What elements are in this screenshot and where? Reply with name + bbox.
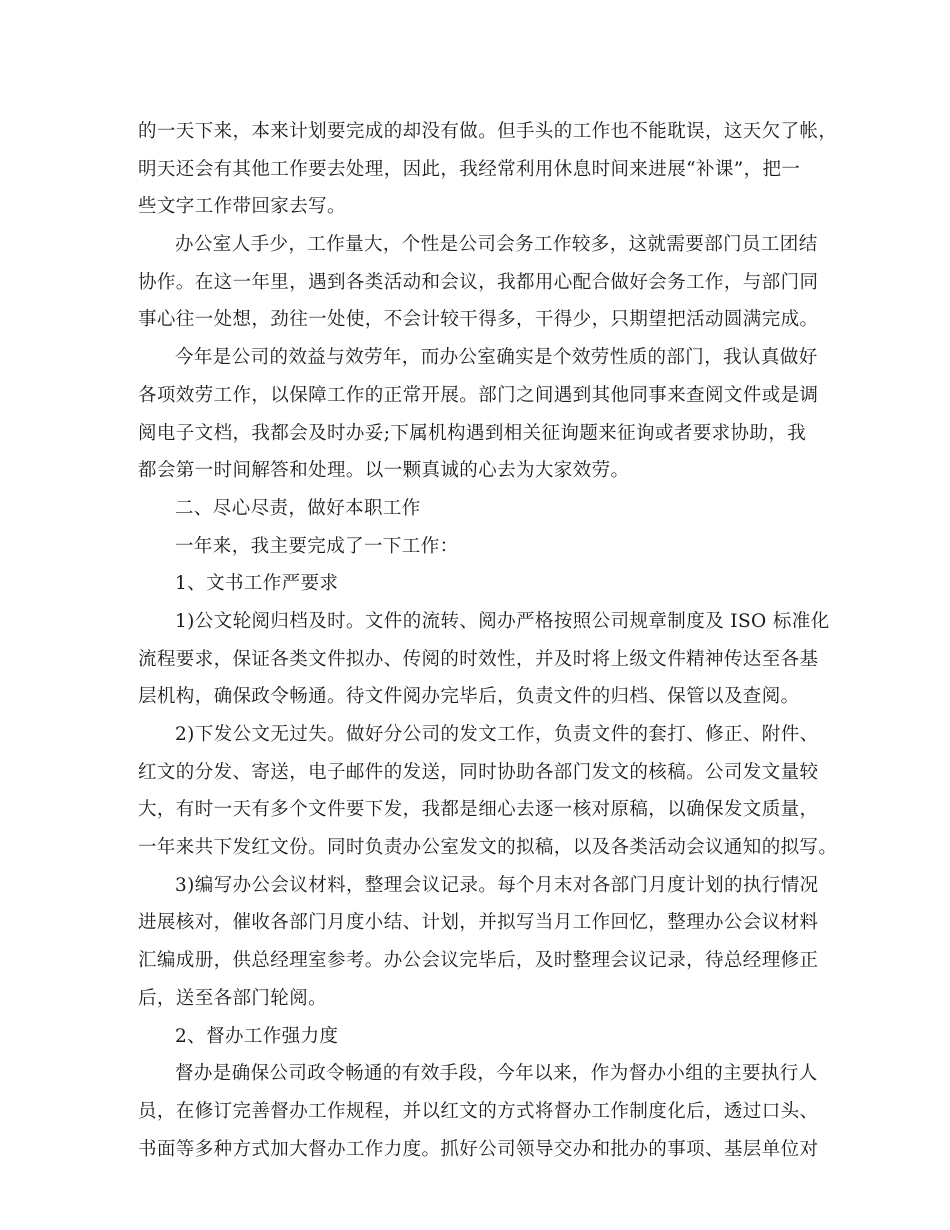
paragraph-start-line: 3)编写办公会议材料，整理会议记录。每个月末对各部门月度计划的执行情况 [175, 874, 819, 896]
paragraph-start-line: 2)下发公文无过失。做好分公司的发文工作，负责文件的套打、修正、附件、 [175, 724, 819, 745]
text-line: 都会第一时间解答和处理。以一颗真诚的心去为大家效劳。 [138, 460, 630, 482]
text-line: 书面等多种方式加大督办工作力度。抓好公司领导交办和批办的事项、基层单位对 [138, 1138, 819, 1160]
text-line: 一年来共下发红文份。同时负责办公室发文的拟稿，以及各类活动会议通知的拟写。 [138, 837, 838, 859]
paragraph-start-line: 一年来，我主要完成了一下工作： [175, 535, 459, 557]
subsection-heading: 2、督办工作强力度 [175, 1025, 339, 1047]
text-line: 阅电子文档，我都会及时办妥;下属机构遇到相关征询题来征询或者要求协助，我 [138, 422, 807, 444]
text-line: 层机构，确保政令畅通。待文件阅办完毕后，负责文件的归档、保管以及查阅。 [138, 686, 800, 708]
text-line: 进展核对，催收各部门月度小结、计划，并拟写当月工作回忆，整理办公会议材料 [138, 912, 819, 934]
text-line: 汇编成册，供总经理室参考。办公会议完毕后，及时整理会议记录，待总经理修正 [138, 950, 819, 972]
text-line: 各项效劳工作，以保障工作的正常开展。部门之间遇到其他同事来查阅文件或是调 [138, 384, 819, 406]
document-page [138, 113, 838, 1168]
section-heading: 二、尽心尽责，做好本职工作 [175, 497, 421, 519]
text-line: 事心往一处想，劲往一处使，不会计较干得多，干得少，只期望把活动圆满完成。 [138, 309, 819, 331]
text-line: 红文的分发、寄送，电子邮件的发送，同时协助各部门发文的核稿。公司发文量较 [138, 761, 819, 783]
paragraph-start-line: 办公室人手少，工作量大，个性是公司会务工作较多，这就需要部门员工团结 [175, 234, 818, 256]
paragraph-start-line: 督办是确保公司政令畅通的有效手段，今年以来，作为督办小组的主要执行人 [175, 1063, 818, 1085]
subsection-heading: 1、文书工作严要求 [175, 573, 339, 595]
text-line: 员，在修订完善督办工作规程，并以红文的方式将督办工作制度化后，透过口头、 [138, 1100, 819, 1122]
paragraph-start-line: 今年是公司的效益与效劳年，而办公室确实是个效劳性质的部门，我认真做好 [175, 347, 818, 369]
paragraph-start-line: 1)公文轮阅归档及时。文件的流转、阅办严格按照公司规章制度及 ISO 标准化 [175, 610, 830, 632]
text-line: 流程要求，保证各类文件拟办、传阅的时效性，并及时将上级文件精神传达至各基 [138, 648, 819, 670]
text-line: 明天还会有其他工作要去处理，因此，我经常利用休息时间来进展“补课”，把一 [138, 158, 801, 180]
text-line: 大，有时一天有多个文件要下发，我都是细心去逐一核对原稿，以确保发文质量， [138, 799, 819, 821]
text-line: 的一天下来，本来计划要完成的却没有做。但手头的工作也不能耽误，这天欠了帐， [138, 121, 838, 142]
text-line: 些文字工作带回家去写。 [138, 196, 346, 218]
text-line: 协作。在这一年里，遇到各类活动和会议，我都用心配合做好会务工作，与部门同 [138, 271, 819, 293]
text-line: 后，送至各部门轮阅。 [138, 987, 328, 1009]
